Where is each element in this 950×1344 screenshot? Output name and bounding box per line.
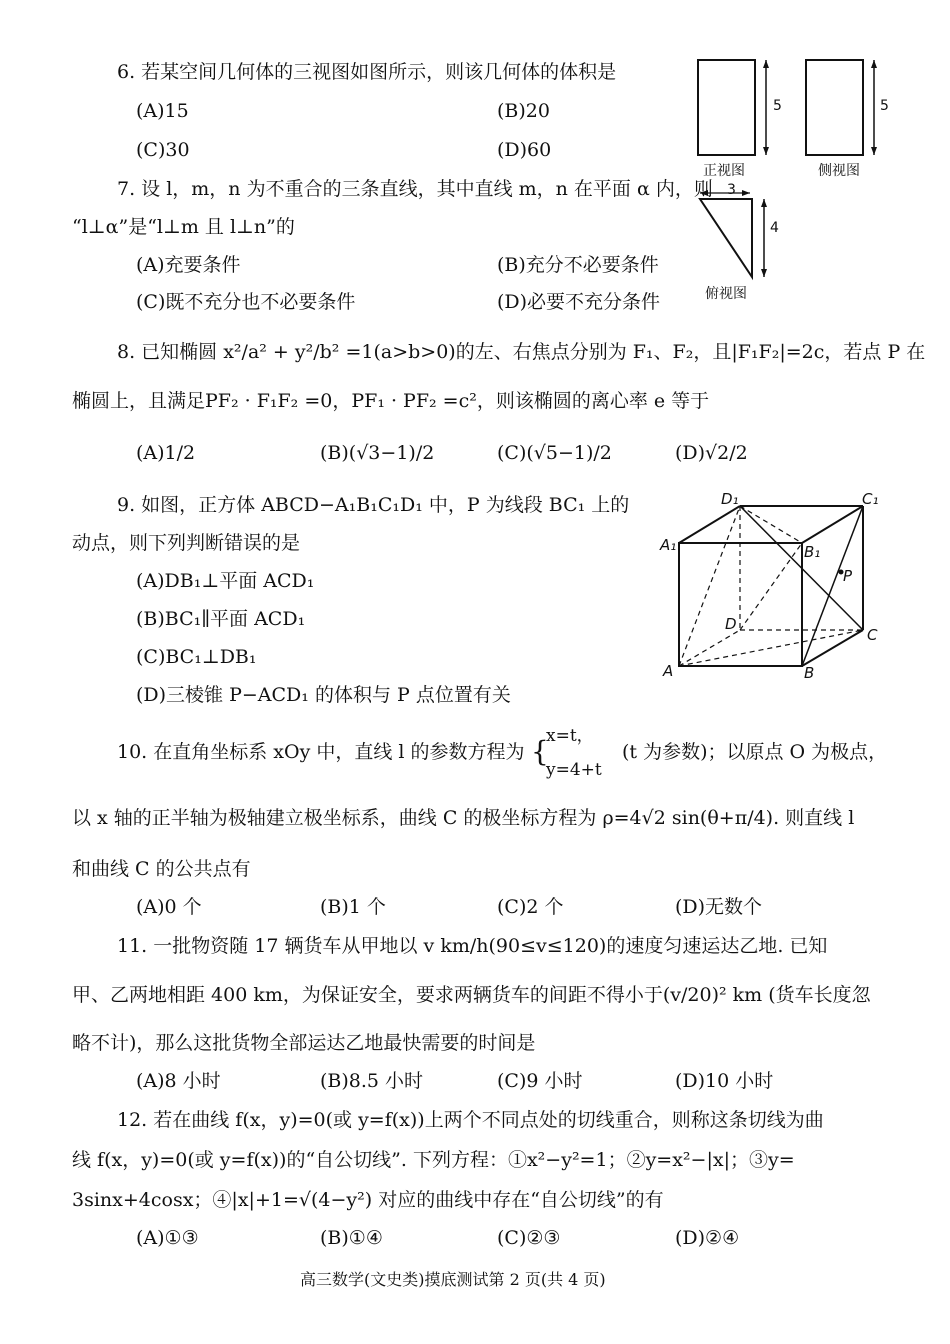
q11-option-d: (D)10 小时	[675, 1070, 774, 1092]
q8-option-d: (D)√2/2	[675, 442, 748, 464]
q11-option-b: (B)8.5 小时	[320, 1070, 424, 1092]
q7-stem-line2: “l⊥α”是“l⊥m 且 l⊥n”的	[72, 216, 295, 238]
dim-top-height: 4	[770, 220, 779, 236]
q8-option-a: (A)1/2	[136, 442, 196, 464]
q8-option-b: (B)(√3−1)/2	[320, 442, 435, 464]
q9-option-a: (A)DB₁⊥平面 ACD₁	[136, 570, 315, 592]
q11-option-a: (A)8 小时	[136, 1070, 221, 1092]
q10-option-a: (A)0 个	[136, 896, 202, 918]
q10-option-c: (C)2 个	[497, 896, 564, 918]
q10-stem-line1b: (t 为参数)；以原点 O 为极点，	[622, 741, 888, 763]
q7-option-d: (D)必要不充分条件	[497, 291, 661, 313]
q9-option-d: (D)三棱锥 P−ACD₁ 的体积与 P 点位置有关	[136, 684, 511, 706]
page-footer: 高三数学(文史类)摸底测试第 2 页(共 4 页)	[300, 1270, 606, 1289]
label-c1: C₁	[862, 490, 879, 508]
q10-option-d: (D)无数个	[675, 896, 763, 918]
front-view-rect	[698, 60, 755, 155]
three-view-figure	[690, 55, 890, 305]
q10-brace: {	[531, 735, 549, 768]
cube-figure	[655, 488, 895, 683]
q6-option-d: (D)60	[497, 139, 552, 161]
q10-eq-x: x=t，	[546, 726, 594, 746]
q6-stem: 6. 若某空间几何体的三视图如图所示，则该几何体的体积是	[117, 61, 617, 83]
top-view-caption: 俯视图	[705, 286, 747, 302]
label-d1: D₁	[721, 490, 739, 508]
dim-front: 5	[773, 98, 782, 114]
q10-stem-line2: 以 x 轴的正半轴为极轴建立极坐标系，曲线 C 的极坐标方程为 ρ=4√2 sin(θ+π/4). 则直线 l	[72, 807, 855, 829]
label-b: B	[804, 664, 815, 682]
q6-option-c: (C)30	[136, 139, 190, 161]
front-view-caption: 正视图	[703, 163, 745, 179]
q12-stem-line2: 线 f(x，y)=0(或 y=f(x))的“自公切线”. 下列方程：①x²−y²=1；②y=x²−|x|；③y=	[72, 1149, 795, 1171]
q11-stem-line2: 甲、乙两地相距 400 km，为保证安全，要求两辆货车的间距不得小于(v/20)² km (货车长度忽	[72, 984, 871, 1006]
q12-option-b: (B)①④	[320, 1227, 383, 1249]
q10-stem-line1: 10. 在直角坐标系 xOy 中，直线 l 的参数方程为	[117, 741, 525, 763]
label-a1: A₁	[660, 536, 677, 554]
label-p: P	[843, 567, 853, 585]
q9-stem-line2: 动点，则下列判断错误的是	[72, 532, 301, 554]
q10-stem-line3: 和曲线 C 的公共点有	[72, 858, 251, 880]
q6-option-b: (B)20	[497, 100, 550, 122]
q11-stem-line3: 略不计)，那么这批货物全部运达乙地最快需要的时间是	[72, 1032, 536, 1054]
dim-top-width: 3	[727, 182, 736, 198]
q12-option-d: (D)②④	[675, 1227, 740, 1249]
q7-option-a: (A)充要条件	[136, 254, 241, 276]
q10-eq-y: y=4+t	[546, 760, 602, 780]
q7-stem-line1: 7. 设 l，m，n 为不重合的三条直线，其中直线 m，n 在平面 α 内，则	[117, 178, 713, 200]
side-view-rect	[806, 60, 863, 155]
q8-stem-line2: 椭圆上，且满足PF₂ · F₁F₂ =0，PF₁ · PF₂ =c²，则该椭圆的离心率 e 等于	[72, 390, 710, 412]
dim-side: 5	[880, 98, 889, 114]
q6-option-a: (A)15	[136, 100, 189, 122]
q9-stem-line1: 9. 如图，正方体 ABCD−A₁B₁C₁D₁ 中，P 为线段 BC₁ 上的	[117, 494, 630, 516]
q7-option-b: (B)充分不必要条件	[497, 254, 659, 276]
q12-option-a: (A)①③	[136, 1227, 199, 1249]
label-d: D	[725, 615, 737, 633]
q12-stem-line1: 12. 若在曲线 f(x，y)=0(或 y=f(x))上两个不同点处的切线重合，则称这条切线为曲	[117, 1109, 824, 1131]
q8-stem-line1: 8. 已知椭圆 x²/a² + y²/b² =1(a>b>0)的左、右焦点分别为 F₁、F₂，且|F₁F₂|=2c，若点 P 在	[117, 341, 926, 363]
q12-stem-line3: 3sinx+4cosx；④|x|+1=√(4−y²) 对应的曲线中存在“自公切线”的有	[72, 1189, 664, 1211]
q7-option-c: (C)既不充分也不必要条件	[136, 291, 356, 313]
label-a: A	[663, 662, 674, 680]
side-view-caption: 侧视图	[818, 163, 860, 179]
q11-option-c: (C)9 小时	[497, 1070, 583, 1092]
q12-option-c: (C)②③	[497, 1227, 561, 1249]
q8-option-c: (C)(√5−1)/2	[497, 442, 612, 464]
q10-option-b: (B)1 个	[320, 896, 386, 918]
q11-stem-line1: 11. 一批物资随 17 辆货车从甲地以 v km/h(90≤v≤120)的速度匀速运达乙地. 已知	[117, 935, 828, 957]
top-view-triangle	[700, 199, 752, 277]
q9-option-c: (C)BC₁⊥DB₁	[136, 646, 257, 668]
q9-option-b: (B)BC₁∥平面 ACD₁	[136, 608, 306, 630]
label-b1: B₁	[804, 543, 821, 561]
label-c: C	[867, 626, 878, 644]
